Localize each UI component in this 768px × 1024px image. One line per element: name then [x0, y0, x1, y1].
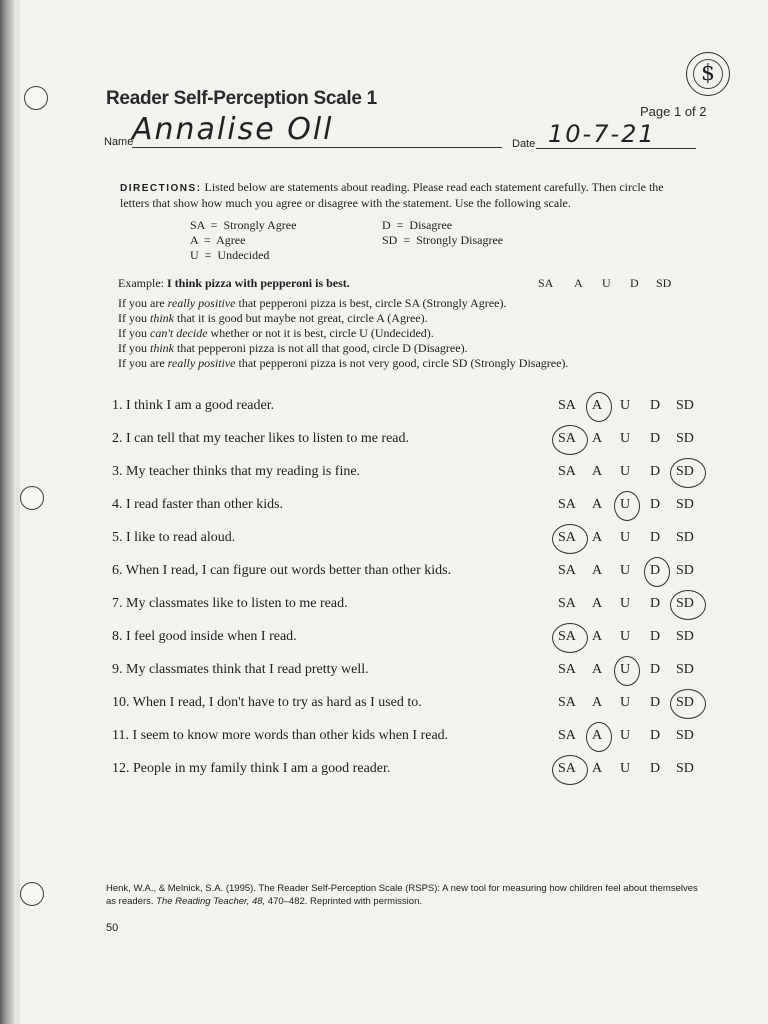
statement-text: 12. People in my family think I am a good reader. — [112, 761, 391, 776]
response-option-d[interactable]: D — [650, 761, 661, 776]
explanation-emphasis: really positive — [167, 296, 236, 310]
scale-left — [190, 218, 296, 263]
response-option-sd[interactable]: SD — [676, 728, 694, 743]
answer-circle — [644, 557, 670, 587]
explanation-line — [118, 326, 568, 341]
statement-text: 9. My classmates think that I read pretty well. — [112, 662, 369, 677]
explanation-text: that it is good but maybe not great, circle A (Agree). — [174, 311, 428, 325]
answer-circle — [552, 524, 588, 554]
response-option-a[interactable]: A — [592, 629, 603, 644]
response-option-u[interactable]: U — [620, 662, 631, 677]
example-label: Example: — [118, 276, 164, 290]
statement-text: 8. I feel good inside when I read. — [112, 629, 297, 644]
response-option-sd[interactable]: SD — [676, 761, 694, 776]
response-option-sa[interactable]: SA — [558, 695, 576, 710]
response-option-a[interactable]: A — [592, 398, 603, 413]
response-option-sd[interactable]: SD — [676, 563, 694, 578]
example-statement — [118, 276, 350, 291]
statement-text: 1. I think I am a good reader. — [112, 398, 275, 413]
punch-hole-bottom — [20, 882, 44, 906]
name-value[interactable]: Annalise Oll — [132, 112, 334, 147]
answer-circle — [586, 392, 612, 422]
response-option-sa[interactable]: SA — [558, 431, 576, 446]
statement-text: 2. I can tell that my teacher likes to listen to me read. — [112, 431, 410, 446]
example-text: I think pizza with pepperoni is best. — [166, 276, 350, 290]
response-option-a[interactable]: A — [592, 728, 603, 743]
response-option-sa[interactable]: SA — [558, 398, 576, 413]
response-option-d[interactable]: D — [650, 596, 661, 611]
response-option-d[interactable]: D — [650, 728, 661, 743]
response-option-sd[interactable]: SD — [676, 629, 694, 644]
response-option-sa[interactable]: SA — [558, 629, 576, 644]
response-option-d[interactable]: D — [650, 629, 661, 644]
response-option-u[interactable]: U — [620, 596, 631, 611]
citation-pages: 470–482. Reprinted with permission. — [265, 896, 422, 907]
statement-text: 7. My classmates like to listen to me read. — [112, 596, 348, 611]
statement-text: 4. I read faster than other kids. — [112, 497, 284, 512]
response-option-d[interactable]: D — [650, 398, 661, 413]
response-option-sa[interactable]: SA — [558, 662, 576, 677]
explanation-line — [118, 296, 568, 311]
scale-sd: SD = Strongly Disagree — [382, 233, 504, 247]
explanation-emphasis: really positive — [167, 356, 236, 370]
citation-journal: The Reading Teacher, 48, — [156, 896, 266, 907]
response-option-d[interactable]: D — [650, 464, 661, 479]
explanation-text: If you — [118, 311, 150, 325]
response-option-sa[interactable]: SA — [558, 596, 576, 611]
page-stamp-symbol: $ — [693, 59, 723, 89]
response-option-sa[interactable]: SA — [558, 728, 576, 743]
response-option-a[interactable]: A — [592, 497, 603, 512]
answer-circle — [586, 722, 612, 752]
response-option-u[interactable]: U — [620, 728, 631, 743]
example-option-d: D — [630, 276, 639, 290]
scale-d: D = Disagree — [382, 218, 453, 232]
statement-text: 11. I seem to know more words than other kids when I read. — [112, 728, 449, 743]
directions — [120, 180, 680, 211]
statement-text: 10. When I read, I don't have to try as hard as I used to. — [112, 695, 422, 710]
answer-circle — [670, 590, 706, 620]
explanation-text: that pepperoni pizza is best, circle SA (Strongly Agree). — [235, 296, 507, 310]
example-option-sd: SD — [656, 276, 672, 290]
response-option-a[interactable]: A — [592, 464, 603, 479]
explanation-emphasis: think — [150, 341, 174, 355]
response-option-u[interactable]: U — [620, 761, 631, 776]
response-option-sd[interactable]: SD — [676, 497, 694, 512]
explanation-text: If you — [118, 341, 150, 355]
citation — [106, 882, 706, 908]
page-number: 50 — [106, 922, 119, 934]
response-option-u[interactable]: U — [620, 629, 631, 644]
response-option-sa[interactable]: SA — [558, 563, 576, 578]
explanation-line — [118, 341, 568, 356]
answer-circle — [552, 425, 588, 455]
response-option-sd[interactable]: SD — [676, 596, 694, 611]
explanation-text: If you are — [118, 296, 168, 310]
statement-text: 3. My teacher thinks that my reading is fine. — [112, 464, 361, 479]
explanation-text: whether or not it is best, circle U (Undecided). — [207, 326, 434, 340]
explanation-text: that pepperoni pizza is not all that good, circle D (Disagree). — [174, 341, 468, 355]
page-of-label: Page 1 of 2 — [640, 104, 707, 119]
response-option-a[interactable]: A — [592, 563, 603, 578]
response-option-d[interactable]: D — [650, 431, 661, 446]
response-option-a[interactable]: A — [592, 530, 603, 545]
answer-circle — [614, 656, 640, 686]
page-title: Reader Self-Perception Scale 1 — [106, 88, 377, 109]
example-option-sa: SA — [538, 276, 554, 290]
response-option-u[interactable]: U — [620, 497, 631, 512]
statement-text: 5. I like to read aloud. — [112, 530, 236, 545]
punch-hole-top — [24, 86, 48, 110]
response-option-u[interactable]: U — [620, 563, 631, 578]
response-option-u[interactable]: U — [620, 530, 631, 545]
binder-edge — [0, 0, 14, 1024]
scale-sa: SA = Strongly Agree — [190, 218, 297, 232]
response-option-sd[interactable]: SD — [676, 662, 694, 677]
name-label: Name — [104, 136, 134, 148]
response-option-sa[interactable]: SA — [558, 464, 576, 479]
response-option-sa[interactable]: SA — [558, 497, 576, 512]
explanation-text: If you — [118, 326, 150, 340]
explanation-emphasis: can't decide — [150, 326, 208, 340]
citation-text: Henk, W.A., & Melnick, S.A. (1995). The Reader Self-Perception Scale (RSPS): A new tool for measuring how children feel about themselves as readers. — [106, 883, 698, 907]
answer-circle — [670, 458, 706, 488]
explanation-line — [118, 356, 568, 371]
answer-circle — [670, 689, 706, 719]
response-option-u[interactable]: U — [620, 464, 631, 479]
response-option-sd[interactable]: SD — [676, 530, 694, 545]
response-option-sd[interactable]: SD — [676, 398, 694, 413]
answer-circle — [552, 755, 588, 785]
name-line — [132, 147, 502, 148]
response-option-sa[interactable]: SA — [558, 761, 576, 776]
statement-text: 6. When I read, I can figure out words better than other kids. — [112, 563, 452, 578]
response-option-d[interactable]: D — [650, 563, 661, 578]
response-option-sa[interactable]: SA — [558, 530, 576, 545]
explanation-text: If you are — [118, 356, 168, 370]
scale-a: A = Agree — [190, 233, 246, 247]
response-option-sd[interactable]: SD — [676, 431, 694, 446]
example-option-u: U — [602, 276, 611, 290]
punch-hole-middle — [20, 486, 44, 510]
scale-u: U = Undecided — [190, 248, 270, 262]
response-option-d[interactable]: D — [650, 530, 661, 545]
date-label: Date — [512, 138, 536, 150]
directions-text: Listed below are statements about reading. Please read each statement carefully. Then circle the letters that show how much you agree or disagree with the statement. Use the following scale. — [120, 180, 664, 210]
explanation-line — [118, 311, 568, 326]
date-line — [536, 148, 696, 149]
response-option-a[interactable]: A — [592, 761, 603, 776]
response-option-d[interactable]: D — [650, 497, 661, 512]
response-option-u[interactable]: U — [620, 431, 631, 446]
response-option-a[interactable]: A — [592, 695, 603, 710]
example-explanations — [118, 296, 568, 371]
response-option-d[interactable]: D — [650, 695, 661, 710]
response-option-d[interactable]: D — [650, 662, 661, 677]
answer-circle — [614, 491, 640, 521]
response-option-u[interactable]: U — [620, 695, 631, 710]
response-option-sd[interactable]: SD — [676, 695, 694, 710]
binder-edge-shadow — [14, 0, 20, 1024]
example-option-a: A — [574, 276, 583, 290]
date-value[interactable]: 10-7-21 — [548, 120, 656, 148]
response-option-a[interactable]: A — [592, 596, 603, 611]
directions-heading: DIRECTIONS: — [120, 183, 202, 194]
response-option-a[interactable]: A — [592, 662, 603, 677]
explanation-emphasis: think — [150, 311, 174, 325]
scale-right — [382, 218, 503, 248]
page-stamp — [686, 52, 730, 96]
response-option-sd[interactable]: SD — [676, 464, 694, 479]
response-option-a[interactable]: A — [592, 431, 603, 446]
response-option-u[interactable]: U — [620, 398, 631, 413]
explanation-text: that pepperoni pizza is not very good, circle SD (Strongly Disagree). — [235, 356, 569, 370]
answer-circle — [552, 623, 588, 653]
